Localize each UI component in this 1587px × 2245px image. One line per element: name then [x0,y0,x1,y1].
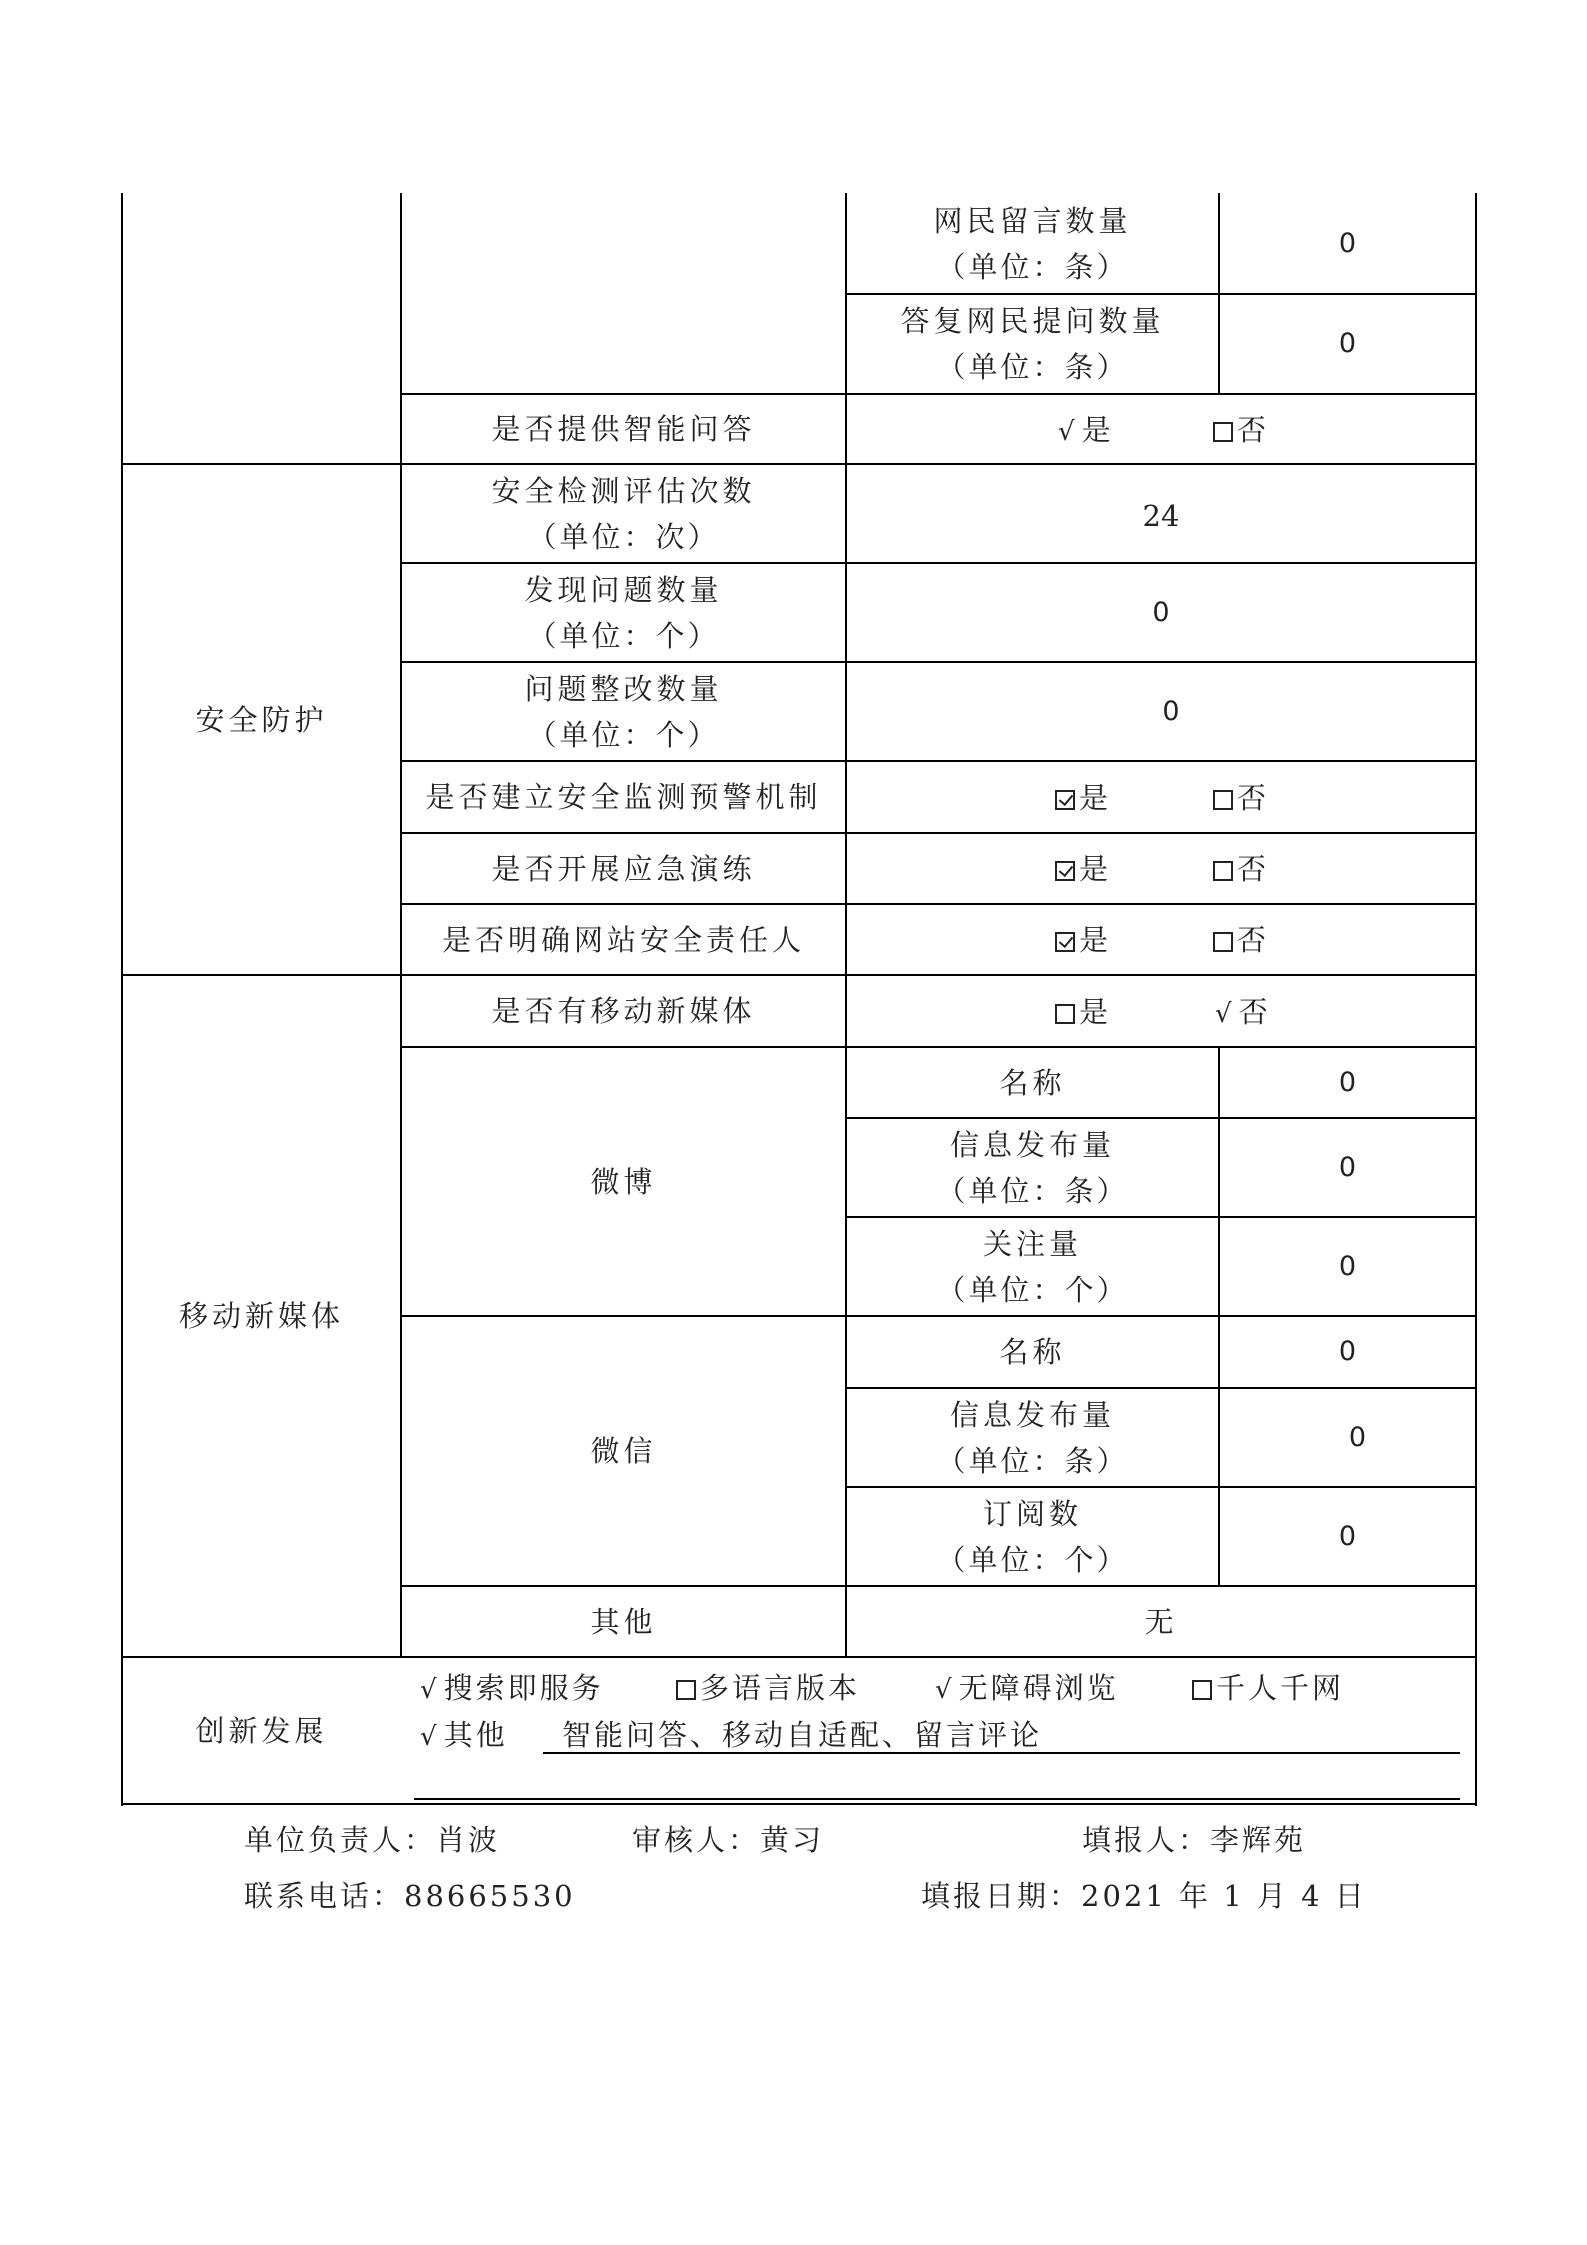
checkbox-empty-icon [1192,1680,1212,1700]
reviewer: 审核人：黄习 [632,1823,825,1857]
filler: 填报人：李辉苑 [1082,1823,1307,1857]
checkbox-empty-icon [1213,932,1233,952]
security-eval-unit: （单位：次） [527,519,720,554]
checkbox-empty-icon [1213,861,1233,881]
weibo-follow-label: 关注量 [982,1226,1082,1261]
check-mark-icon: √ [1215,999,1235,1029]
wechat-posts-label: 信息发布量 [949,1397,1115,1432]
weibo-posts-label: 信息发布量 [949,1127,1115,1162]
weibo-follow-label-cell [847,1218,1218,1315]
table-border-bottom [121,1803,1477,1805]
checkbox-checked-icon [1055,790,1075,810]
msg-count-value: 0 [1338,228,1357,259]
smart-qa-no-option[interactable]: 否 [1213,410,1269,450]
wechat-posts-unit: （单位：条） [936,1443,1129,1478]
msg-count-label-cell [847,195,1218,293]
fill-date: 填报日期：2021 年 1 月 4 日 [921,1879,1367,1913]
other-detail-text: 智能问答、移动自适配、留言评论 [562,1718,1043,1752]
other-detail-underline [543,1752,1460,1754]
owner-no-option[interactable]: 否 [1213,920,1269,960]
owner-yes-option[interactable]: 是 [1055,920,1111,960]
reply-count-label-cell [847,295,1218,393]
blank-fill-line [414,1798,1460,1800]
security-eval-value: 24 [1142,499,1180,533]
wechat-posts-value: 0 [1348,1421,1367,1453]
smart-qa-yes-option[interactable]: √ 是 [1058,410,1114,452]
weibo-name-label: 名称 [999,1065,1066,1100]
drill-no-option[interactable]: 否 [1213,849,1269,889]
msg-count-label: 网民留言数量 [933,204,1132,238]
wechat-subs-label-cell [847,1488,1218,1585]
security-eval-label-cell [402,465,845,562]
fixed-label: 问题整改数量 [524,671,723,706]
mobile-no-option[interactable]: √ 否 [1215,992,1271,1034]
checkbox-checked-icon [1055,932,1075,952]
mobile-yes-option[interactable]: 是 [1055,992,1111,1032]
check-mark-icon: √ [935,1675,955,1705]
reply-count-label: 答复网民提问数量 [900,304,1165,338]
mobile-has-label: 是否有移动新媒体 [491,994,756,1028]
opt-accessible-browse[interactable]: √ 无障碍浏览 [935,1668,1119,1710]
warning-yes-option[interactable]: 是 [1055,778,1111,818]
checkbox-empty-icon [1055,1004,1075,1024]
wechat-name-value: 0 [1338,1336,1357,1367]
wechat-posts-label-cell [847,1389,1218,1486]
checkbox-checked-icon [1055,861,1075,881]
issues-value: 0 [1152,596,1170,628]
other-label: 其他 [590,1604,657,1639]
wechat-subs-value: 0 [1338,1520,1357,1552]
msg-count-unit: （单位：条） [936,250,1129,284]
check-mark-icon: √ [1058,417,1078,447]
drill-label: 是否开展应急演练 [491,851,756,886]
weibo-name-value: 0 [1338,1066,1357,1098]
check-mark-icon: √ [420,1675,440,1705]
other-value: 无 [1144,1604,1178,1639]
opt-multi-language[interactable]: 多语言版本 [676,1668,860,1708]
wechat-label: 微信 [590,1434,657,1468]
drill-yes-option[interactable]: 是 [1055,849,1111,889]
opt-other[interactable]: √ 其他 [420,1715,508,1757]
weibo-posts-value: 0 [1338,1151,1357,1183]
weibo-follow-value: 0 [1338,1250,1357,1282]
weibo-follow-unit: （单位：个） [936,1272,1129,1307]
smart-qa-label: 是否提供智能问答 [491,412,756,446]
issues-label: 发现问题数量 [524,572,723,607]
innovation-category: 创新发展 [195,1713,328,1748]
security-eval-label: 安全检测评估次数 [491,473,756,508]
weibo-posts-label-cell [847,1119,1218,1216]
weibo-posts-unit: （单位：条） [936,1173,1129,1208]
fixed-unit: （单位：个） [527,717,720,752]
wechat-subs-unit: （单位：个） [936,1542,1129,1577]
reply-count-value: 0 [1338,328,1357,359]
weibo-label: 微博 [590,1164,657,1199]
issues-label-cell [402,564,845,661]
table-border-right [1475,193,1477,1806]
contact-phone: 联系电话：88665530 [244,1879,576,1913]
wechat-name-label: 名称 [999,1335,1066,1369]
checkbox-empty-icon [676,1680,696,1700]
fixed-value: 0 [1162,695,1180,727]
fixed-label-cell [402,663,845,760]
unit-head: 单位负责人：肖波 [244,1823,501,1857]
checkbox-empty-icon [1213,422,1233,442]
checkbox-empty-icon [1213,790,1233,810]
owner-label: 是否明确网站安全责任人 [441,922,805,957]
check-mark-icon: √ [420,1722,440,1752]
security-category: 安全防护 [195,702,328,737]
issues-unit: （单位：个） [527,618,720,653]
opt-thousand-sites[interactable]: 千人千网 [1192,1668,1344,1708]
mobile-category: 移动新媒体 [178,1299,344,1333]
warning-label: 是否建立安全监测预警机制 [425,780,822,814]
reply-count-unit: （单位：条） [936,350,1129,384]
warning-no-option[interactable]: 否 [1213,778,1269,818]
opt-search-service[interactable]: √ 搜索即服务 [420,1668,604,1710]
wechat-subs-label: 订阅数 [982,1496,1082,1531]
